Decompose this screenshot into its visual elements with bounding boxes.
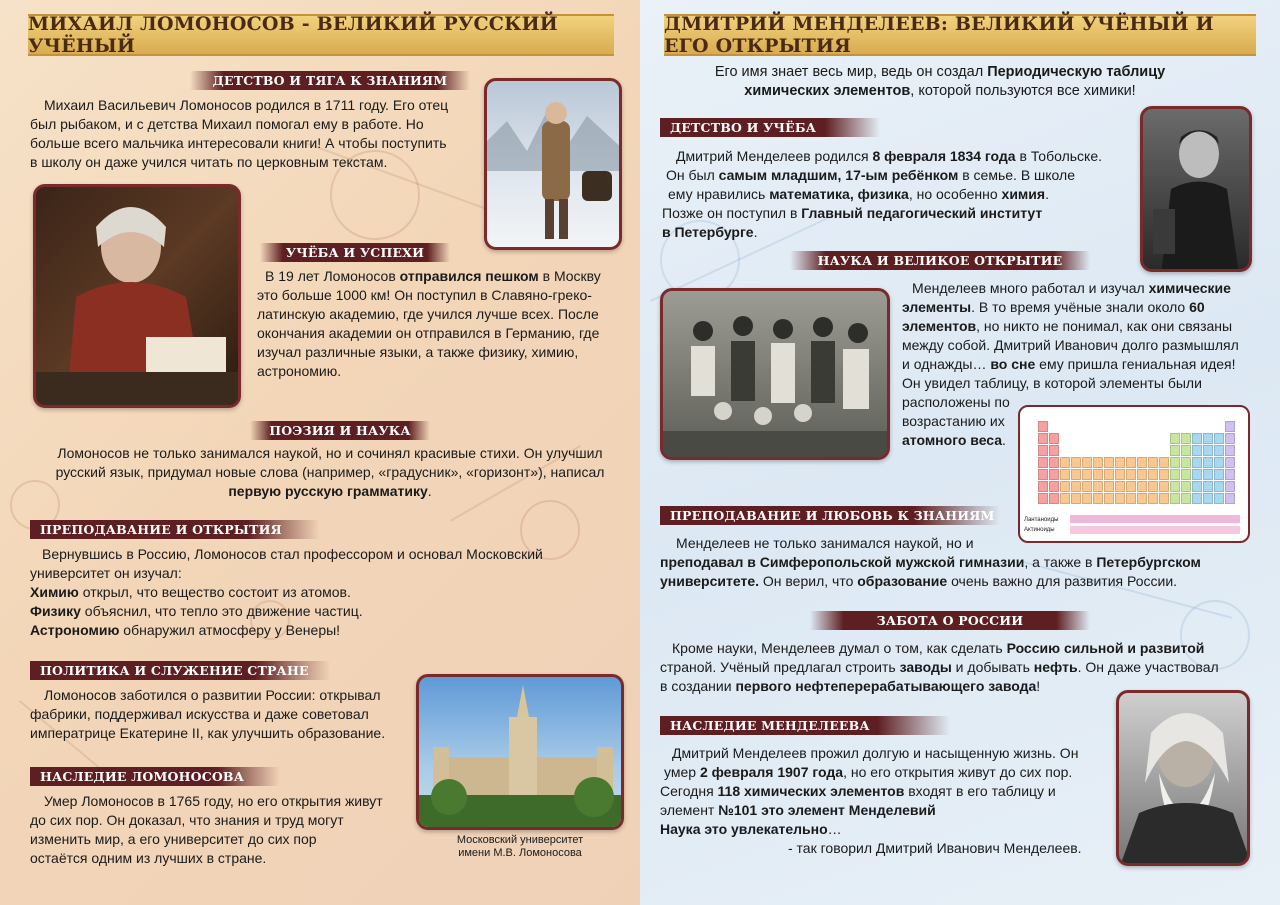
element-cell <box>1225 493 1235 504</box>
element-cell <box>1038 457 1048 468</box>
element-cell <box>1181 445 1191 456</box>
text-block: Кроме науки, Менделеев думал о том, как сделать Россию сильной и развитой страной. Учёный предлагал строить заводы и добывать нефть. Он даже участвовал в создании первого нефтеперерабатывающего завода! <box>660 640 1219 694</box>
section-heading: НАСЛЕДИЕ МЕНДЕЛЕЕВА <box>660 716 950 735</box>
element-cell <box>1038 469 1048 480</box>
lanthanoids-label: Лантаноиды <box>1024 517 1059 523</box>
text-block: Вернувшись в Россию, Ломоносов стал профессором и основал Московский университет он изучал: Химию открыл, что вещество состоит из атомов. Физику объяснил, что тепло это движение частиц. Астрономию обнаружил атмосферу у Венеры! <box>30 546 543 638</box>
right-title: ДМИТРИЙ МЕНДЕЛЕЕВ: ВЕЛИКИЙ УЧЁНЫЙ И ЕГО ОТКРЫТИЯ <box>664 13 1214 57</box>
text-block: Дмитрий Менделеев родился 8 февраля 1834 года в Тобольске. Он был самым младшим, 17-ым ребёнком в семье. В школе ему нравились математика, физика, но особенно химия. Позже он поступил в Главный педагогический институт в Петербурге. <box>662 148 1102 240</box>
element-cell <box>1225 433 1235 444</box>
element-cell <box>1038 481 1048 492</box>
text-block: Михаил Васильевич Ломоносов родился в 1711 году. Его отец был рыбаком, и с детства Михаил помогал ему в работе. Но больше всего мальчика интересовали книги! А чтобы поступить в школу он даже учился читать по церковным текстам. <box>30 97 449 170</box>
element-cell <box>1060 493 1070 504</box>
element-cell <box>1082 457 1092 468</box>
right-page <box>640 0 1280 905</box>
section-heading: ПРЕПОДАВАНИЕ И ЛЮБОВЬ К ЗНАНИЯМ <box>660 506 1000 525</box>
element-cell <box>1225 445 1235 456</box>
element-cell <box>1115 481 1125 492</box>
element-cell <box>1093 493 1103 504</box>
left-title: МИХАИЛ ЛОМОНОСОВ - ВЕЛИКИЙ РУССКИЙ УЧЁНЫЙ <box>28 13 558 57</box>
element-cell <box>1104 493 1114 504</box>
element-cell <box>1159 469 1169 480</box>
section-heading: НАСЛЕДИЕ ЛОМОНОСОВА <box>30 767 280 786</box>
element-cell <box>1071 457 1081 468</box>
element-cell <box>1049 469 1059 480</box>
element-cell <box>1071 493 1081 504</box>
element-cell <box>1192 445 1202 456</box>
element-cell <box>1060 457 1070 468</box>
element-cell <box>1181 481 1191 492</box>
element-cell <box>1170 433 1180 444</box>
element-cell <box>1115 457 1125 468</box>
element-cell <box>1170 457 1180 468</box>
element-cell <box>1192 457 1202 468</box>
section-heading: УЧЁБА И УСПЕХИ <box>260 243 450 262</box>
text-block: Ломоносов заботился о развитии России: открывал фабрики, поддерживал искусства и даже советовал императрице Екатерине II, как улучшить образование. <box>30 687 386 741</box>
element-cell <box>1049 433 1059 444</box>
element-cell <box>1137 457 1147 468</box>
young-mendeleev-photo <box>1140 106 1252 272</box>
text-block: Ломоносов не только занимался наукой, но и сочинял красивые стихи. Он улучшил русский язык, придумал новые слова (например, «градусник», «горизонт»), написал первую русскую грамматику. <box>55 445 605 499</box>
element-cell <box>1170 481 1180 492</box>
element-cell <box>1225 481 1235 492</box>
element-cell <box>1049 481 1059 492</box>
element-cell <box>1159 481 1169 492</box>
element-cell <box>1115 493 1125 504</box>
text-block: В 19 лет Ломоносов отправился пешком в Москву это больше 1000 км! Он поступил в Славяно-греко- латинскую академию, где учился лучше всех. После окончания академии он отправился в Германию, где изучал различные языки, а также физику, химию, астрономию. <box>257 268 601 379</box>
element-cell <box>1192 481 1202 492</box>
element-cell <box>1049 493 1059 504</box>
right-title-banner <box>664 14 1256 56</box>
element-cell <box>1214 445 1224 456</box>
element-cell <box>1214 433 1224 444</box>
element-cell <box>1038 421 1048 432</box>
element-cell <box>1225 469 1235 480</box>
element-cell <box>1137 481 1147 492</box>
element-cell <box>1181 457 1191 468</box>
photo-caption: Московский университет имени М.В. Ломоносова <box>456 834 584 859</box>
element-cell <box>1148 457 1158 468</box>
section-heading: ПРЕПОДАВАНИЕ И ОТКРЫТИЯ <box>30 520 320 539</box>
mendeleev-family-photo <box>660 288 890 460</box>
element-cell <box>1038 445 1048 456</box>
element-cell <box>1159 493 1169 504</box>
text-block: Менделеев много работал и изучал химические элементы. В то время учёные знали около 60 элементов, но никто не понимал, как они связаны между собой. Дмитрий Иванович долго размышлял и однажды… во сне ему пришла гениальная идея! Он увидел таблицу, в которой элементы были расположены по возрастанию их атомного веса. <box>902 280 1239 448</box>
element-cell <box>1082 481 1092 492</box>
element-cell <box>1192 469 1202 480</box>
left-title-banner <box>28 14 614 56</box>
element-cell <box>1115 469 1125 480</box>
element-cell <box>1104 481 1114 492</box>
section-heading: ПОЭЗИЯ И НАУКА <box>250 421 430 440</box>
element-cell <box>1148 493 1158 504</box>
element-cell <box>1093 481 1103 492</box>
element-cell <box>1225 421 1235 432</box>
lomonosov-portrait <box>33 184 241 408</box>
element-cell <box>1192 493 1202 504</box>
element-cell <box>1203 481 1213 492</box>
element-cell <box>1170 445 1180 456</box>
element-cell <box>1225 457 1235 468</box>
element-cell <box>1126 457 1136 468</box>
text-block: Менделеев не только занимался наукой, но и преподавал в Симферопольской мужской гимназии, а также в Петербургском университете. Он верил, что образование очень важно для развития России. <box>660 535 1201 589</box>
intro-text: Его имя знает весь мир, ведь он создал Периодическую таблицу химических элементов, которой пользуются все химики! <box>714 64 1166 99</box>
element-cell <box>1203 469 1213 480</box>
element-cell <box>1137 493 1147 504</box>
periodic-table-grid <box>1038 421 1243 511</box>
element-cell <box>1203 445 1213 456</box>
element-cell <box>1181 493 1191 504</box>
element-cell <box>1192 433 1202 444</box>
element-cell <box>1181 433 1191 444</box>
element-cell <box>1203 433 1213 444</box>
element-cell <box>1214 457 1224 468</box>
element-cell <box>1214 469 1224 480</box>
element-cell <box>1203 493 1213 504</box>
element-cell <box>1148 481 1158 492</box>
element-cell <box>1170 493 1180 504</box>
element-cell <box>1038 493 1048 504</box>
element-cell <box>1104 469 1114 480</box>
text-block: Умер Ломоносов в 1765 году, но его открытия живут до сих пор. Он доказал, что знания и труд могут изменить мир, а его университет до сих пор остаётся одним из лучших в стране. <box>30 793 383 866</box>
element-cell <box>1170 469 1180 480</box>
element-cell <box>1203 457 1213 468</box>
element-cell <box>1159 457 1169 468</box>
section-heading: ДЕТСТВО И УЧЁБА <box>660 118 880 137</box>
element-cell <box>1126 493 1136 504</box>
skier-painting <box>484 78 622 250</box>
section-heading: ПОЛИТИКА И СЛУЖЕНИЕ СТРАНЕ <box>30 661 330 680</box>
moscow-university-photo <box>416 674 624 830</box>
element-cell <box>1093 457 1103 468</box>
element-cell <box>1104 457 1114 468</box>
element-cell <box>1071 481 1081 492</box>
section-heading: ДЕТСТВО И ТЯГА К ЗНАНИЯМ <box>190 71 470 90</box>
old-mendeleev-portrait <box>1116 690 1250 866</box>
element-cell <box>1214 493 1224 504</box>
actinoids-label: Актиноиды <box>1024 527 1055 533</box>
element-cell <box>1126 469 1136 480</box>
element-cell <box>1093 469 1103 480</box>
section-heading: ЗАБОТА О РОССИИ <box>810 611 1090 630</box>
element-cell <box>1038 433 1048 444</box>
element-cell <box>1049 445 1059 456</box>
element-cell <box>1082 493 1092 504</box>
element-cell <box>1214 481 1224 492</box>
periodic-table-image <box>1018 405 1250 543</box>
element-cell <box>1181 469 1191 480</box>
element-cell <box>1060 469 1070 480</box>
element-cell <box>1148 469 1158 480</box>
text-block: Дмитрий Менделеев прожил долгую и насыщенную жизнь. Он умер 2 февраля 1907 года, но его открытия живут до сих пор. Сегодня 118 химических элементов входят в его таблицу и элемент №101 это элемент Менделевий Наука это увлекательно… - так говорил Дмитрий Иванович Менделеев. <box>660 745 1082 856</box>
element-cell <box>1126 481 1136 492</box>
element-cell <box>1137 469 1147 480</box>
section-heading: НАУКА И ВЕЛИКОЕ ОТКРЫТИЕ <box>790 251 1090 270</box>
element-cell <box>1071 469 1081 480</box>
element-cell <box>1060 481 1070 492</box>
element-cell <box>1082 469 1092 480</box>
element-cell <box>1049 457 1059 468</box>
